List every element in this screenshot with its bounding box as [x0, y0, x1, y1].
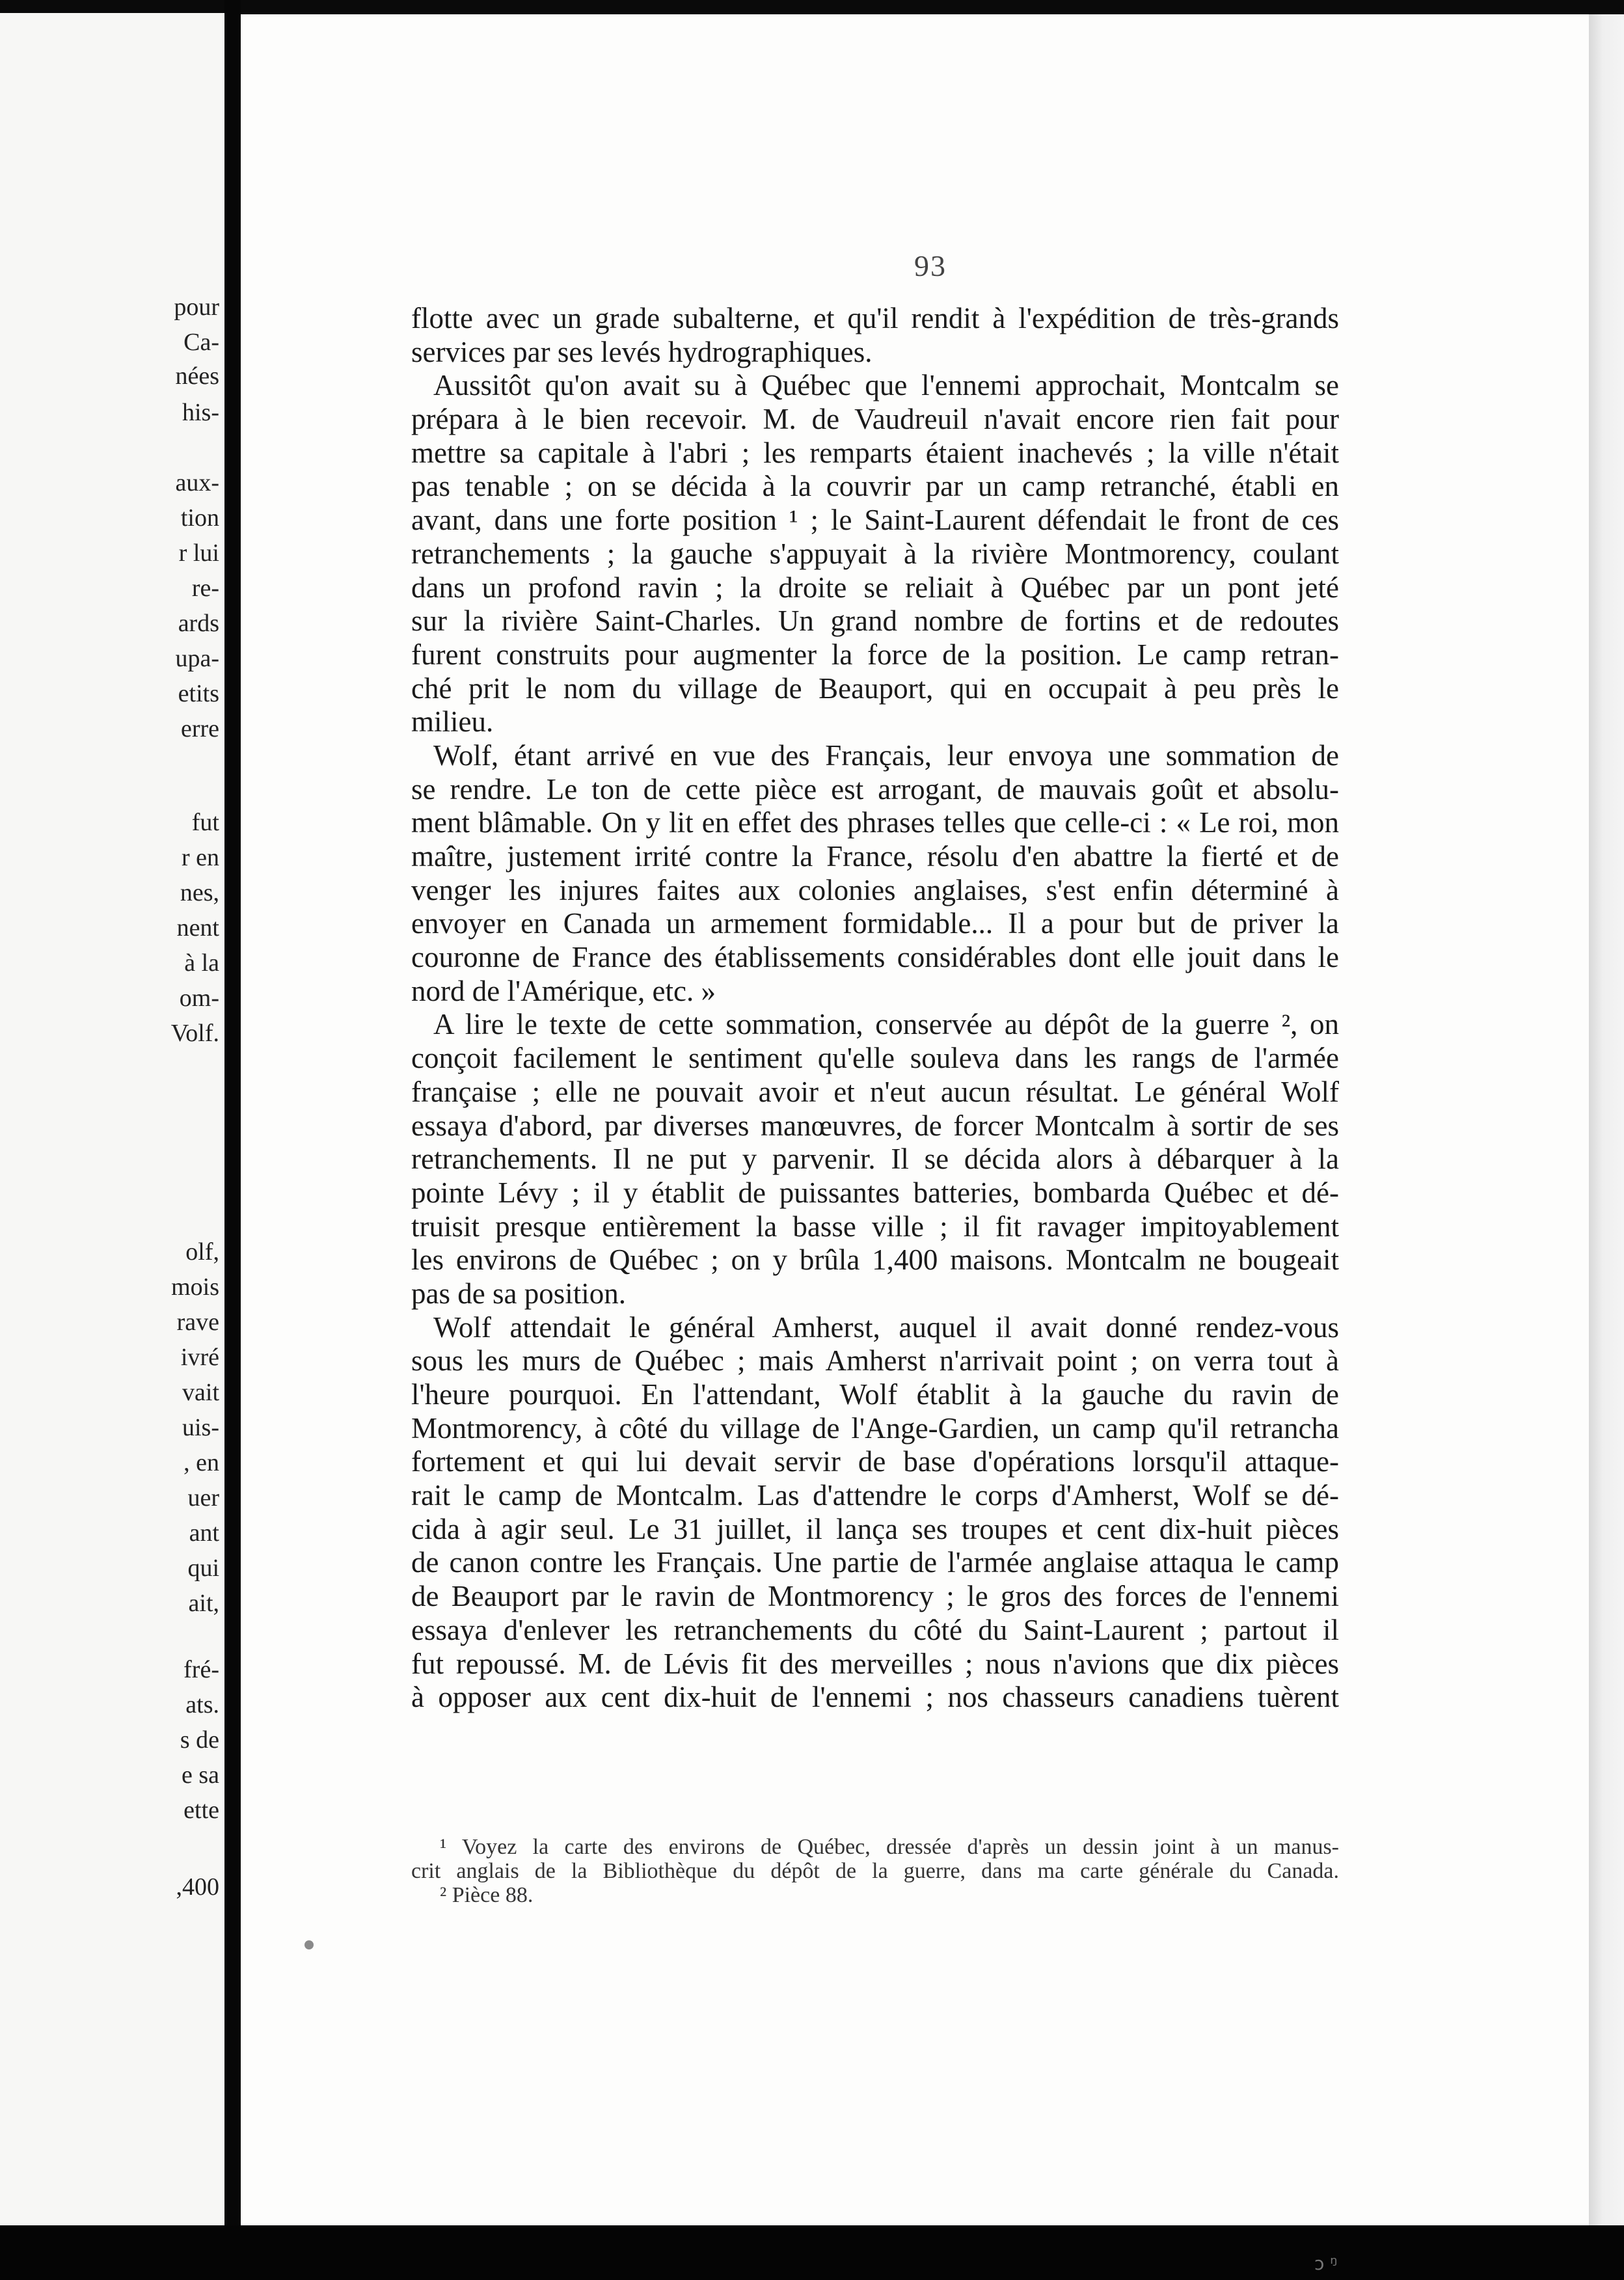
body-line: rait le camp de Montcalm. Las d'attendre le corps d'Amherst, Wolf se dé-: [411, 1479, 1339, 1512]
body-line: sous les murs de Québec ; mais Amherst n'arrivait point ; on verra tout à: [411, 1344, 1339, 1378]
body-line: envoyer en Canada un armement formidable... Il a pour but de priver la: [411, 907, 1339, 940]
left-page-line: fré-: [183, 1656, 219, 1683]
body-line: flotte avec un grade subalterne, et qu'il rendit à l'expédition de très-grands: [411, 302, 1339, 334]
body-line: dans un profond ravin ; la droite se reliait à Québec par un pont jeté: [411, 571, 1339, 604]
left-page-line: e sa: [181, 1761, 219, 1789]
left-page-line: ant: [189, 1519, 219, 1547]
left-page-line: uer: [187, 1484, 219, 1512]
left-page-line: , en: [183, 1449, 219, 1476]
left-page-line: nes,: [180, 879, 219, 906]
body-line: milieu.: [411, 705, 494, 739]
left-page-line: rave: [176, 1309, 219, 1336]
body-line: de Beauport par le ravin de Montmorency ; le gros des forces de l'ennemi: [411, 1580, 1339, 1613]
body-line: essaya d'abord, par diverses manœuvres, de forcer Montcalm à sortir de ses: [411, 1109, 1339, 1142]
body-line: A lire le texte de cette sommation, conservée au dépôt de la guerre ², on: [433, 1008, 1339, 1041]
left-page-line: tion: [180, 504, 219, 532]
body-line: fortement et qui lui devait servir de base d'opérations lorsqu'il attaque-: [411, 1445, 1339, 1478]
left-page-line: his-: [182, 399, 219, 426]
scan-top-edge: [0, 0, 1624, 14]
body-line: Wolf attendait le général Amherst, auquel il avait donné rendez-vous: [433, 1310, 1339, 1344]
left-page-line: s de: [180, 1726, 219, 1754]
left-page-line: ats.: [185, 1691, 219, 1718]
left-page-line: pour: [174, 293, 219, 321]
left-page-line: à la: [184, 949, 219, 977]
body-line: ment blâmable. On y lit en effet des phrases telles que celle-ci : « Le roi, mon: [411, 806, 1339, 839]
footnotes: [411, 1835, 1339, 1907]
body-line: pas tenable ; on se décida à la couvrir par un camp retranché, établi en: [411, 470, 1339, 503]
body-line: mettre sa capitale à l'abri ; les remparts étaient inachevés ; la ville n'était: [411, 436, 1339, 469]
left-page-line: olf,: [185, 1238, 219, 1266]
left-page-line: ette: [183, 1797, 219, 1824]
left-page-line: upa-: [175, 645, 219, 672]
body-text: [411, 302, 1339, 1715]
body-line: prépara à le bien recevoir. M. de Vaudreuil n'avait encore rien fait pour: [411, 403, 1339, 436]
body-line: nord de l'Amérique, etc. »: [411, 974, 716, 1007]
left-page-line: Ca-: [183, 329, 219, 356]
body-line: à opposer aux cent dix-huit de l'ennemi ; nos chasseurs canadiens tuèrent: [411, 1681, 1339, 1714]
left-page-line: ,400: [176, 1873, 219, 1901]
left-page-line: etits: [178, 680, 219, 707]
left-page-line: fut: [191, 809, 219, 836]
body-line: retranchements. Il ne put y parvenir. Il se décida alors à débarquer à la: [411, 1143, 1339, 1176]
left-page-line: ait,: [188, 1590, 219, 1617]
body-line: couronne de France des établissements considérables dont elle jouit dans le: [411, 941, 1339, 974]
body-line: de canon contre les Français. Une partie de l'armée anglaise attaqua le camp: [411, 1546, 1339, 1579]
scan-bottom-edge: [0, 2225, 1624, 2280]
footnote-line: crit anglais de la Bibliothèque du dépôt de la guerre, dans ma carte générale du Canada.: [411, 1859, 1339, 1883]
left-page-line: erre: [180, 715, 219, 742]
book-gutter: [224, 0, 241, 2280]
body-line: avant, dans une forte position ¹ ; le Saint-Laurent défendait le front de ces: [411, 504, 1339, 537]
left-page-fragment: [0, 13, 224, 2225]
body-line: essaya d'enlever les retranchements du côté du Saint-Laurent ; partout il: [411, 1613, 1339, 1646]
page-edge-shadow: [1589, 14, 1624, 2225]
corner-mark: ɔ ᵑ: [1314, 2253, 1338, 2274]
body-line: pas de sa position.: [411, 1277, 626, 1310]
body-line: retranchements ; la gauche s'appuyait à la rivière Montmorency, coulant: [411, 537, 1339, 570]
left-page-line: om-: [179, 984, 219, 1012]
body-line: l'heure pourquoi. En l'attendant, Wolf établit à la gauche du ravin de: [411, 1378, 1339, 1411]
left-page-line: nées: [175, 362, 219, 390]
left-page-line: ivré: [180, 1344, 219, 1371]
left-page-line: re-: [191, 575, 219, 602]
body-line: pointe Lévy ; il y établit de puissantes batteries, bombarda Québec et dé-: [411, 1176, 1339, 1209]
body-line: truisit presque entièrement la basse ville ; il fit ravager impitoyablement: [411, 1210, 1339, 1243]
body-line: sur la rivière Saint-Charles. Un grand nombre de fortins et de redoutes: [411, 604, 1339, 638]
body-line: services par ses levés hydrographiques.: [411, 335, 873, 368]
body-line: venger les injures faites aux colonies anglaises, s'est enfin déterminé à: [411, 873, 1339, 906]
body-line: fut repoussé. M. de Lévis fit des merveilles ; nous n'avions que dix pièces: [411, 1647, 1339, 1680]
left-page-line: aux-: [175, 469, 219, 496]
ink-speck: [304, 1940, 314, 1949]
body-line: française ; elle ne pouvait avoir et n'eut aucun résultat. Le général Wolf: [411, 1075, 1339, 1108]
body-line: ché prit le nom du village de Beauport, qui en occupait à peu près le: [411, 672, 1339, 705]
footnote-line: ¹ Voyez la carte des environs de Québec, dressée d'après un dessin joint à un manus-: [440, 1835, 1339, 1859]
body-line: furent construits pour augmenter la force de la position. Le camp retran-: [411, 638, 1339, 671]
body-line: cida à agir seul. Le 31 juillet, il lança ses troupes et cent dix-huit pièces: [411, 1512, 1339, 1545]
left-page-line: Volf.: [170, 1020, 219, 1047]
left-page-line: r lui: [178, 539, 219, 567]
body-line: se rendre. Le ton de cette pièce est arrogant, de mauvais goût et absolu-: [411, 772, 1339, 806]
right-page: [241, 14, 1589, 2225]
left-page-line: nent: [176, 914, 219, 942]
left-page-line: mois: [171, 1273, 219, 1301]
body-line: Wolf, étant arrivé en vue des Français, leur envoya une sommation de: [433, 739, 1339, 772]
left-page-line: ards: [178, 610, 219, 637]
body-line: Aussitôt qu'on avait su à Québec que l'ennemi approchait, Montcalm se: [433, 369, 1339, 402]
left-page-line: r en: [181, 844, 219, 871]
left-page-line: vait: [182, 1379, 219, 1406]
footnote-line: ² Pièce 88.: [440, 1883, 534, 1907]
page-number: 93: [914, 249, 947, 282]
left-page-line: qui: [187, 1554, 219, 1582]
body-line: les environs de Québec ; on y brûla 1,400 maisons. Montcalm ne bougeait: [411, 1243, 1339, 1277]
body-line: conçoit facilement le sentiment qu'elle souleva dans les rangs de l'armée: [411, 1042, 1339, 1075]
body-line: maître, justement irrité contre la France, résolu d'en abattre la fierté et de: [411, 840, 1339, 873]
left-page-line: uis-: [182, 1414, 219, 1441]
body-line: Montmorency, à côté du village de l'Ange-Gardien, un camp qu'il retrancha: [411, 1411, 1339, 1445]
